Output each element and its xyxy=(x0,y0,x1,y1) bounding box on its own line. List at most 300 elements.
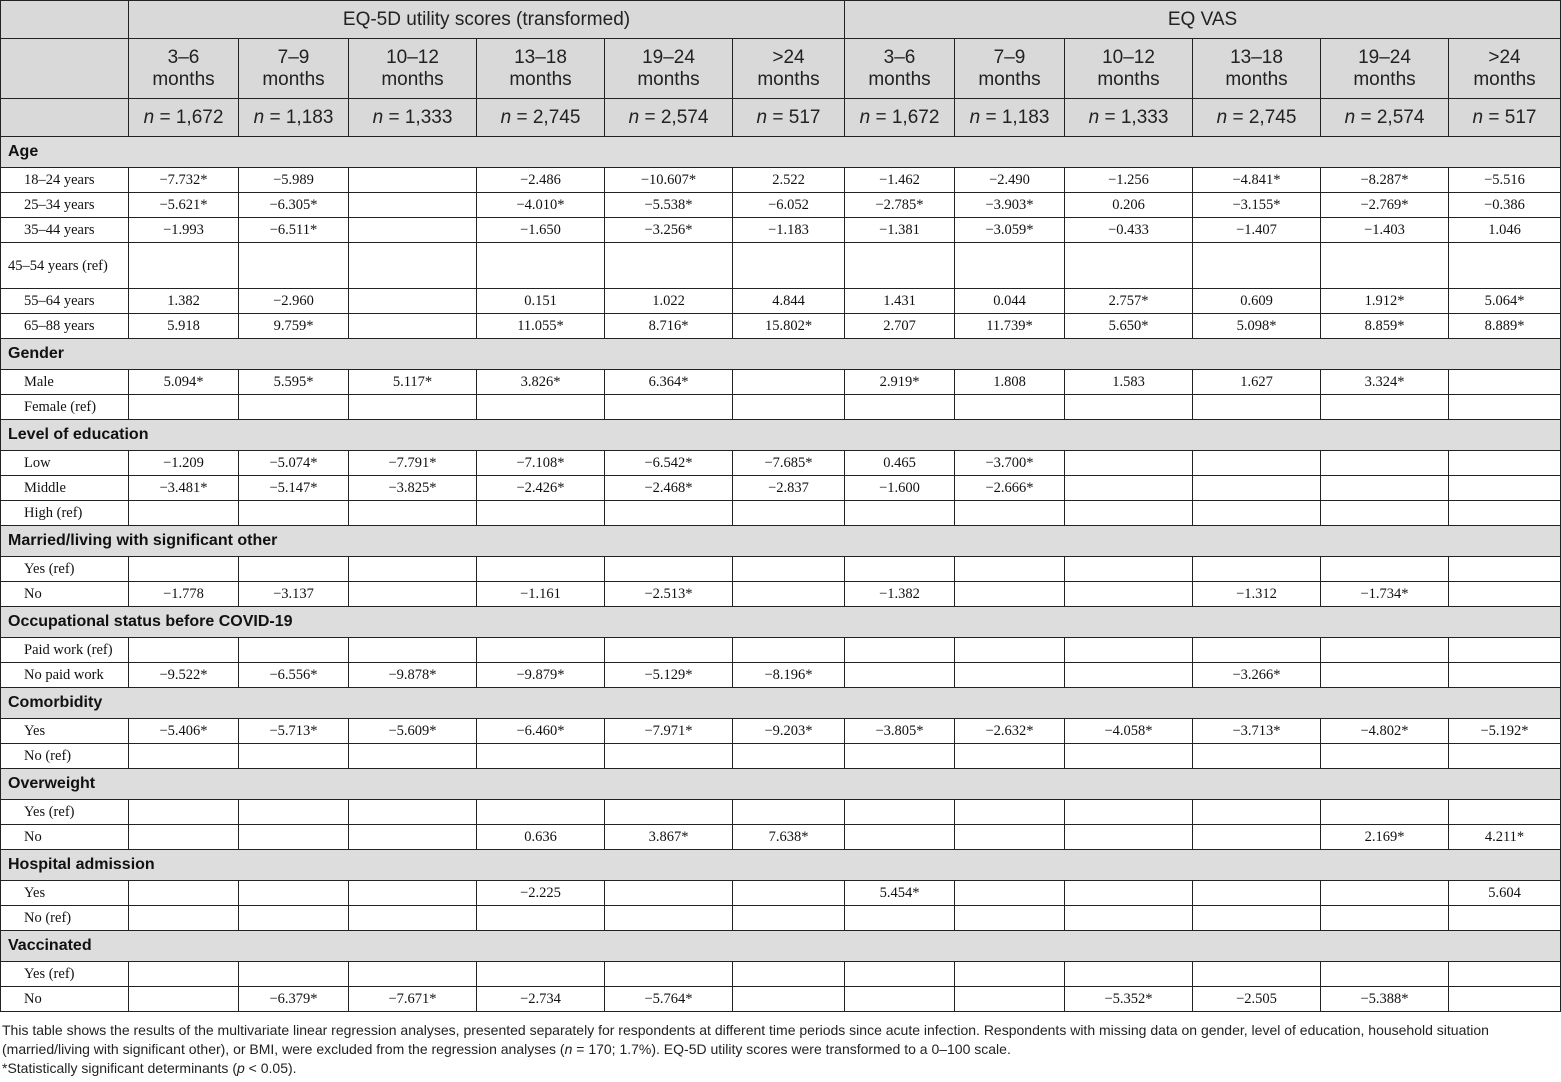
row-label: Paid work (ref) xyxy=(1,638,129,663)
coefficient-cell xyxy=(733,501,845,526)
coefficient-cell: −2.505 xyxy=(1193,987,1321,1012)
n-symbol: n xyxy=(1216,106,1228,128)
coefficient-cell xyxy=(733,243,845,289)
row-label: Yes xyxy=(1,719,129,744)
coefficient-cell xyxy=(239,825,349,850)
coefficient-cell xyxy=(1321,395,1449,420)
row-label: Female (ref) xyxy=(1,395,129,420)
coefficient-cell: −2.632* xyxy=(955,719,1065,744)
coefficient-cell xyxy=(845,663,955,688)
section-title: Married/living with significant other xyxy=(1,526,1561,557)
coefficient-cell xyxy=(605,638,733,663)
n-value: = 2,574 xyxy=(1360,106,1425,128)
sample-size-header xyxy=(129,99,239,137)
coefficient-cell: −1.778 xyxy=(129,582,239,607)
table-row xyxy=(1,451,1561,476)
table-row xyxy=(1,476,1561,501)
coefficient-cell xyxy=(239,638,349,663)
coefficient-cell xyxy=(349,825,477,850)
period-unit: months xyxy=(757,68,820,90)
coefficient-cell: 8.716* xyxy=(605,314,733,339)
coefficient-cell xyxy=(1449,451,1561,476)
table-row xyxy=(1,243,1561,289)
coefficient-cell: −6.511* xyxy=(239,218,349,243)
coefficient-cell: 5.604 xyxy=(1449,881,1561,906)
section-title: Vaccinated xyxy=(1,931,1561,962)
row-label: 65–88 years xyxy=(1,314,129,339)
coefficient-cell xyxy=(955,243,1065,289)
coefficient-cell: 0.151 xyxy=(477,289,605,314)
coefficient-cell: 2.919* xyxy=(845,370,955,395)
coefficient-cell xyxy=(129,906,239,931)
section-header-row xyxy=(1,607,1561,638)
sample-size-header xyxy=(733,99,845,137)
n-symbol: n xyxy=(859,106,871,128)
coefficient-cell: −1.403 xyxy=(1321,218,1449,243)
coefficient-cell xyxy=(733,800,845,825)
coefficient-cell xyxy=(477,800,605,825)
period-unit: months xyxy=(1353,68,1416,90)
coefficient-cell xyxy=(605,557,733,582)
coefficient-cell xyxy=(477,243,605,289)
coefficient-cell xyxy=(477,501,605,526)
coefficient-cell: −3.256* xyxy=(605,218,733,243)
coefficient-cell: 0.636 xyxy=(477,825,605,850)
coefficient-cell xyxy=(1193,800,1321,825)
n-symbol: n xyxy=(969,106,981,128)
row-label: High (ref) xyxy=(1,501,129,526)
coefficient-cell xyxy=(845,243,955,289)
coefficient-cell xyxy=(1193,881,1321,906)
sample-size-header xyxy=(1321,99,1449,137)
row-label: 25–34 years xyxy=(1,193,129,218)
period-unit: months xyxy=(1473,68,1536,90)
row-label: Middle xyxy=(1,476,129,501)
table-row xyxy=(1,719,1561,744)
coefficient-cell: −5.388* xyxy=(1321,987,1449,1012)
coefficient-cell: −0.386 xyxy=(1449,193,1561,218)
n-value: = 1,672 xyxy=(875,106,940,128)
coefficient-cell xyxy=(1321,243,1449,289)
coefficient-cell xyxy=(349,243,477,289)
coefficient-cell: −1.993 xyxy=(129,218,239,243)
coefficient-cell: 5.918 xyxy=(129,314,239,339)
table-row xyxy=(1,370,1561,395)
coefficient-cell xyxy=(1321,557,1449,582)
coefficient-cell xyxy=(477,906,605,931)
row-label: 55–64 years xyxy=(1,289,129,314)
table-row xyxy=(1,395,1561,420)
coefficient-cell xyxy=(845,800,955,825)
n-symbol: n xyxy=(143,106,155,128)
coefficient-cell: −7.685* xyxy=(733,451,845,476)
coefficient-cell: 1.431 xyxy=(845,289,955,314)
n-symbol: n xyxy=(253,106,265,128)
coefficient-cell xyxy=(1449,557,1561,582)
coefficient-cell: −5.621* xyxy=(129,193,239,218)
n-value: = 517 xyxy=(1488,106,1537,128)
row-label: Yes (ref) xyxy=(1,800,129,825)
coefficient-cell xyxy=(605,501,733,526)
coefficient-cell: 1.583 xyxy=(1065,370,1193,395)
coefficient-cell xyxy=(733,582,845,607)
coefficient-cell: 5.454* xyxy=(845,881,955,906)
table-row xyxy=(1,582,1561,607)
coefficient-cell: 6.364* xyxy=(605,370,733,395)
coefficient-cell: 5.595* xyxy=(239,370,349,395)
table-row xyxy=(1,314,1561,339)
coefficient-cell xyxy=(1065,744,1193,769)
coefficient-cell: 11.739* xyxy=(955,314,1065,339)
period-range: 10–12 xyxy=(1102,46,1155,68)
coefficient-cell xyxy=(1193,557,1321,582)
period-range: 19–24 xyxy=(1358,46,1411,68)
coefficient-cell xyxy=(1065,962,1193,987)
coefficient-cell xyxy=(349,744,477,769)
coefficient-cell: −7.108* xyxy=(477,451,605,476)
n-symbol: n xyxy=(628,106,640,128)
coefficient-cell: −2.960 xyxy=(239,289,349,314)
n-symbol: n xyxy=(1088,106,1100,128)
coefficient-cell xyxy=(1193,744,1321,769)
period-unit: months xyxy=(381,68,444,90)
coefficient-cell xyxy=(955,663,1065,688)
coefficient-cell xyxy=(1449,800,1561,825)
table-row xyxy=(1,289,1561,314)
section-title: Overweight xyxy=(1,769,1561,800)
coefficient-cell xyxy=(1449,370,1561,395)
coefficient-cell xyxy=(845,501,955,526)
coefficient-cell xyxy=(129,881,239,906)
n-symbol: n xyxy=(500,106,512,128)
n-symbol: n xyxy=(372,106,384,128)
table-row xyxy=(1,962,1561,987)
coefficient-cell: −6.556* xyxy=(239,663,349,688)
coefficient-cell xyxy=(349,218,477,243)
coefficient-cell: 1.627 xyxy=(1193,370,1321,395)
coefficient-cell: 5.064* xyxy=(1449,289,1561,314)
coefficient-cell xyxy=(1193,962,1321,987)
row-label: No xyxy=(1,825,129,850)
coefficient-cell xyxy=(1065,582,1193,607)
coefficient-cell: 5.650* xyxy=(1065,314,1193,339)
coefficient-cell: −1.407 xyxy=(1193,218,1321,243)
table-row xyxy=(1,193,1561,218)
period-unit: months xyxy=(152,68,215,90)
table-body xyxy=(1,137,1561,1012)
coefficient-cell: −6.542* xyxy=(605,451,733,476)
coefficient-cell: −3.700* xyxy=(955,451,1065,476)
coefficient-cell: −3.155* xyxy=(1193,193,1321,218)
coefficient-cell: −3.903* xyxy=(955,193,1065,218)
coefficient-cell: 5.098* xyxy=(1193,314,1321,339)
coefficient-cell xyxy=(845,744,955,769)
section-header-row xyxy=(1,137,1561,168)
coefficient-cell: 0.206 xyxy=(1065,193,1193,218)
period-header xyxy=(955,39,1065,99)
section-header-row xyxy=(1,420,1561,451)
coefficient-cell xyxy=(1321,501,1449,526)
period-header xyxy=(1193,39,1321,99)
coefficient-cell: −5.609* xyxy=(349,719,477,744)
coefficient-cell xyxy=(605,744,733,769)
coefficient-cell: −8.287* xyxy=(1321,168,1449,193)
coefficient-cell: 8.859* xyxy=(1321,314,1449,339)
coefficient-cell xyxy=(605,243,733,289)
coefficient-cell xyxy=(1065,395,1193,420)
coefficient-cell xyxy=(349,962,477,987)
period-range: 7–9 xyxy=(993,46,1026,68)
period-header xyxy=(129,39,239,99)
coefficient-cell xyxy=(605,881,733,906)
table-row xyxy=(1,218,1561,243)
coefficient-cell xyxy=(129,800,239,825)
footnote-description: This table shows the results of the multivariate linear regression analyses, presented separately for respondents at different time periods since acute infection. Respondents with missing data on gender, level of education, household situation (married/living with significant other), or BMI, were excluded from the regression analyses (n = 170; 1.7%). EQ-5D utility scores were transformed to a 0–100 scale. xyxy=(2,1022,1489,1057)
period-range: 3–6 xyxy=(883,46,916,68)
coefficient-cell: −2.490 xyxy=(955,168,1065,193)
coefficient-cell xyxy=(955,825,1065,850)
coefficient-cell: 8.889* xyxy=(1449,314,1561,339)
table-row xyxy=(1,906,1561,931)
coefficient-cell xyxy=(733,370,845,395)
table-row xyxy=(1,557,1561,582)
coefficient-cell xyxy=(955,962,1065,987)
coefficient-cell xyxy=(1321,663,1449,688)
coefficient-cell xyxy=(1321,451,1449,476)
row-label: 45–54 years (ref) xyxy=(1,243,129,289)
period-range: 13–18 xyxy=(1230,46,1283,68)
section-header-row xyxy=(1,526,1561,557)
coefficient-cell: 4.211* xyxy=(1449,825,1561,850)
coefficient-cell: −5.074* xyxy=(239,451,349,476)
coefficient-cell: −2.486 xyxy=(477,168,605,193)
section-title: Comorbidity xyxy=(1,688,1561,719)
section-title: Age xyxy=(1,137,1561,168)
coefficient-cell xyxy=(1065,501,1193,526)
coefficient-cell xyxy=(1065,881,1193,906)
row-label: No xyxy=(1,582,129,607)
sample-size-header xyxy=(239,99,349,137)
coefficient-cell: −9.203* xyxy=(733,719,845,744)
coefficient-cell xyxy=(1449,962,1561,987)
coefficient-cell xyxy=(239,395,349,420)
row-label: No xyxy=(1,987,129,1012)
period-range: >24 xyxy=(772,46,805,68)
coefficient-cell xyxy=(733,638,845,663)
coefficient-cell: −3.059* xyxy=(955,218,1065,243)
section-header-row xyxy=(1,769,1561,800)
row-label: Yes (ref) xyxy=(1,557,129,582)
coefficient-cell: −3.481* xyxy=(129,476,239,501)
coefficient-cell: −2.769* xyxy=(1321,193,1449,218)
period-range: 10–12 xyxy=(386,46,439,68)
section-title: Gender xyxy=(1,339,1561,370)
coefficient-cell: 2.757* xyxy=(1065,289,1193,314)
coefficient-cell xyxy=(605,906,733,931)
n-value: = 2,745 xyxy=(516,106,581,128)
sample-size-header xyxy=(845,99,955,137)
coefficient-cell: −5.147* xyxy=(239,476,349,501)
coefficient-cell xyxy=(349,168,477,193)
coefficient-cell xyxy=(605,800,733,825)
period-header xyxy=(1065,39,1193,99)
coefficient-cell: −7.732* xyxy=(129,168,239,193)
period-header xyxy=(1321,39,1449,99)
coefficient-cell xyxy=(349,193,477,218)
coefficient-cell xyxy=(239,906,349,931)
coefficient-cell xyxy=(733,881,845,906)
n-symbol: n xyxy=(756,106,768,128)
period-header xyxy=(239,39,349,99)
row-label: Yes (ref) xyxy=(1,962,129,987)
coefficient-cell: −5.192* xyxy=(1449,719,1561,744)
coefficient-cell xyxy=(1321,638,1449,663)
coefficient-cell xyxy=(1321,800,1449,825)
coefficient-cell xyxy=(955,557,1065,582)
coefficient-cell xyxy=(1449,638,1561,663)
coefficient-cell xyxy=(605,962,733,987)
coefficient-cell xyxy=(1065,800,1193,825)
coefficient-cell xyxy=(955,906,1065,931)
period-header xyxy=(1449,39,1561,99)
coefficient-cell: −2.785* xyxy=(845,193,955,218)
period-header xyxy=(349,39,477,99)
coefficient-cell xyxy=(845,638,955,663)
coefficient-cell xyxy=(1193,451,1321,476)
coefficient-cell: −5.764* xyxy=(605,987,733,1012)
section-header-row xyxy=(1,339,1561,370)
coefficient-cell: 1.382 xyxy=(129,289,239,314)
coefficient-cell: −5.538* xyxy=(605,193,733,218)
coefficient-cell xyxy=(129,557,239,582)
coefficient-cell xyxy=(239,744,349,769)
coefficient-cell xyxy=(1193,825,1321,850)
coefficient-cell: 3.826* xyxy=(477,370,605,395)
coefficient-cell xyxy=(349,395,477,420)
coefficient-cell: −9.522* xyxy=(129,663,239,688)
coefficient-cell xyxy=(1193,395,1321,420)
coefficient-cell: −2.426* xyxy=(477,476,605,501)
period-header xyxy=(845,39,955,99)
table-row xyxy=(1,800,1561,825)
coefficient-cell xyxy=(845,906,955,931)
coefficient-cell xyxy=(477,395,605,420)
coefficient-cell: 1.808 xyxy=(955,370,1065,395)
n-value: = 517 xyxy=(772,106,821,128)
coefficient-cell xyxy=(845,825,955,850)
section-header-row xyxy=(1,688,1561,719)
coefficient-cell xyxy=(733,987,845,1012)
table-row xyxy=(1,881,1561,906)
section-title: Hospital admission xyxy=(1,850,1561,881)
coefficient-cell: −5.352* xyxy=(1065,987,1193,1012)
coefficient-cell xyxy=(955,744,1065,769)
coefficient-cell xyxy=(955,881,1065,906)
row-label: No paid work xyxy=(1,663,129,688)
coefficient-cell xyxy=(477,744,605,769)
coefficient-cell: −1.209 xyxy=(129,451,239,476)
coefficient-cell: −3.137 xyxy=(239,582,349,607)
coefficient-cell xyxy=(239,881,349,906)
coefficient-cell xyxy=(955,501,1065,526)
sample-size-header xyxy=(1193,99,1321,137)
coefficient-cell: −2.468* xyxy=(605,476,733,501)
coefficient-cell xyxy=(1449,906,1561,931)
table-row xyxy=(1,663,1561,688)
coefficient-cell xyxy=(733,395,845,420)
coefficient-cell xyxy=(1193,906,1321,931)
coefficient-cell xyxy=(349,557,477,582)
n-value: = 2,745 xyxy=(1232,106,1297,128)
coefficient-cell xyxy=(605,395,733,420)
coefficient-cell: 2.169* xyxy=(1321,825,1449,850)
coefficient-cell xyxy=(349,314,477,339)
coefficient-cell: −0.433 xyxy=(1065,218,1193,243)
coefficient-cell: −3.713* xyxy=(1193,719,1321,744)
coefficient-cell: −1.650 xyxy=(477,218,605,243)
coefficient-cell: −9.878* xyxy=(349,663,477,688)
coefficient-cell xyxy=(129,987,239,1012)
sample-size-header xyxy=(955,99,1065,137)
sample-size-header xyxy=(605,99,733,137)
coefficient-cell xyxy=(129,243,239,289)
coefficient-cell: −6.052 xyxy=(733,193,845,218)
coefficient-cell: −1.312 xyxy=(1193,582,1321,607)
n-value: = 1,672 xyxy=(159,106,224,128)
coefficient-cell xyxy=(129,825,239,850)
group-header-eq5d: EQ-5D utility scores (transformed) xyxy=(129,1,845,39)
coefficient-cell: 1.046 xyxy=(1449,218,1561,243)
coefficient-cell xyxy=(129,962,239,987)
coefficient-cell: −4.802* xyxy=(1321,719,1449,744)
coefficient-cell xyxy=(1065,638,1193,663)
coefficient-cell: −10.607* xyxy=(605,168,733,193)
section-header-row xyxy=(1,931,1561,962)
coefficient-cell xyxy=(1193,638,1321,663)
coefficient-cell: 3.867* xyxy=(605,825,733,850)
row-label: 35–44 years xyxy=(1,218,129,243)
table-footnote xyxy=(2,1021,1558,1078)
n-value: = 1,183 xyxy=(269,106,334,128)
coefficient-cell xyxy=(1065,451,1193,476)
sample-size-header xyxy=(1065,99,1193,137)
coefficient-cell xyxy=(1321,476,1449,501)
table-row xyxy=(1,168,1561,193)
footnote-significance: *Statistically significant determinants (p < 0.05). xyxy=(2,1060,297,1076)
corner-cell xyxy=(1,39,129,99)
coefficient-cell xyxy=(1193,501,1321,526)
coefficient-cell: 2.522 xyxy=(733,168,845,193)
coefficient-cell: −5.129* xyxy=(605,663,733,688)
period-unit: months xyxy=(1225,68,1288,90)
coefficient-cell: −2.225 xyxy=(477,881,605,906)
coefficient-cell: 2.707 xyxy=(845,314,955,339)
coefficient-cell xyxy=(1321,962,1449,987)
n-value: = 2,574 xyxy=(644,106,709,128)
row-label: No (ref) xyxy=(1,744,129,769)
coefficient-cell: −1.161 xyxy=(477,582,605,607)
row-label: No (ref) xyxy=(1,906,129,931)
coefficient-cell xyxy=(1449,501,1561,526)
coefficient-cell xyxy=(239,800,349,825)
coefficient-cell xyxy=(845,395,955,420)
coefficient-cell: 4.844 xyxy=(733,289,845,314)
coefficient-cell xyxy=(845,987,955,1012)
coefficient-cell: 11.055* xyxy=(477,314,605,339)
coefficient-cell xyxy=(1193,476,1321,501)
n-value: = 1,183 xyxy=(985,106,1050,128)
coefficient-cell xyxy=(1449,987,1561,1012)
